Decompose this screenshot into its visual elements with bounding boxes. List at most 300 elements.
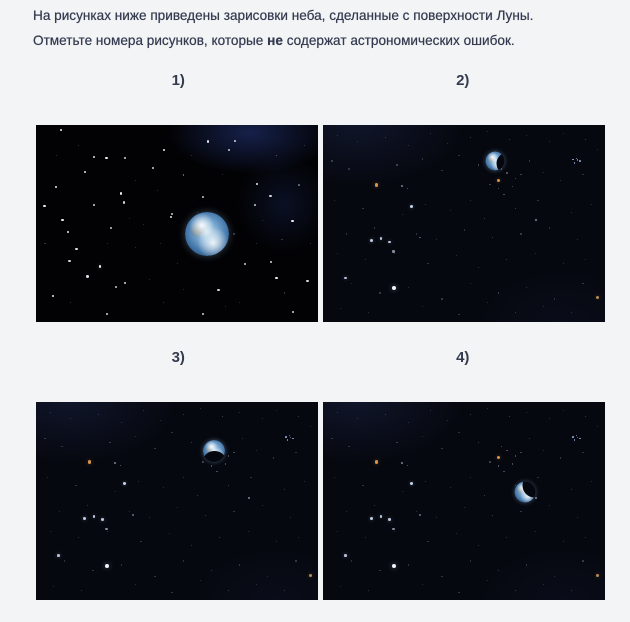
star bbox=[171, 592, 172, 593]
star bbox=[351, 283, 352, 284]
star bbox=[526, 564, 527, 565]
star bbox=[526, 287, 527, 288]
star bbox=[154, 576, 155, 577]
star bbox=[506, 259, 507, 260]
star bbox=[298, 416, 299, 417]
star bbox=[576, 435, 578, 437]
star bbox=[351, 560, 352, 561]
sky-sketch-3[interactable] bbox=[36, 402, 318, 600]
star bbox=[244, 263, 246, 265]
star bbox=[379, 292, 380, 293]
star bbox=[219, 537, 220, 538]
star bbox=[526, 412, 527, 413]
star bbox=[478, 442, 479, 443]
star bbox=[560, 457, 561, 458]
star bbox=[430, 410, 431, 411]
star bbox=[520, 174, 521, 175]
star bbox=[43, 205, 45, 207]
star bbox=[478, 267, 479, 268]
star bbox=[375, 183, 379, 187]
star bbox=[78, 537, 79, 538]
star bbox=[597, 149, 598, 150]
star bbox=[109, 442, 110, 443]
star bbox=[106, 313, 108, 315]
star bbox=[357, 141, 358, 142]
star bbox=[365, 259, 366, 260]
star bbox=[394, 531, 395, 532]
star bbox=[427, 541, 428, 542]
star bbox=[200, 580, 201, 581]
star bbox=[163, 149, 165, 151]
star bbox=[515, 312, 516, 313]
star bbox=[492, 237, 493, 238]
star bbox=[498, 292, 499, 293]
star bbox=[295, 452, 296, 453]
star bbox=[337, 531, 338, 532]
star bbox=[101, 518, 104, 521]
star bbox=[225, 306, 226, 307]
star bbox=[191, 545, 192, 546]
star bbox=[489, 461, 490, 462]
earth-sketch bbox=[185, 212, 229, 256]
star bbox=[344, 554, 347, 557]
star bbox=[543, 306, 544, 307]
star bbox=[470, 414, 471, 415]
star bbox=[262, 505, 263, 506]
star bbox=[501, 446, 502, 447]
star bbox=[425, 481, 426, 482]
star bbox=[120, 465, 121, 466]
star bbox=[239, 564, 240, 565]
star bbox=[470, 137, 471, 138]
star bbox=[416, 511, 417, 512]
star bbox=[67, 231, 69, 233]
star bbox=[535, 531, 536, 532]
star bbox=[407, 465, 408, 466]
question-line-2-after: содержат астрономических ошибок. bbox=[282, 33, 515, 48]
star bbox=[579, 160, 581, 162]
star bbox=[202, 196, 204, 198]
star bbox=[375, 460, 379, 464]
star bbox=[388, 241, 391, 244]
star bbox=[183, 289, 184, 290]
star bbox=[68, 260, 70, 262]
star bbox=[549, 505, 550, 506]
star bbox=[124, 282, 126, 284]
star bbox=[123, 201, 125, 203]
star bbox=[591, 481, 592, 482]
star bbox=[70, 302, 71, 303]
star bbox=[177, 507, 178, 508]
star bbox=[572, 436, 574, 438]
star bbox=[478, 164, 479, 165]
star bbox=[571, 489, 572, 490]
star bbox=[526, 135, 527, 136]
figure-label-4: 4) bbox=[456, 349, 470, 366]
star bbox=[234, 140, 236, 142]
star bbox=[456, 533, 457, 534]
star bbox=[535, 219, 537, 221]
star bbox=[262, 418, 263, 419]
star bbox=[357, 418, 358, 419]
star bbox=[47, 477, 48, 478]
star bbox=[105, 564, 109, 568]
star bbox=[441, 576, 442, 577]
star bbox=[298, 184, 300, 186]
star bbox=[273, 457, 274, 458]
star bbox=[574, 439, 575, 440]
star bbox=[543, 172, 544, 173]
star bbox=[503, 194, 504, 195]
star bbox=[256, 584, 257, 585]
star bbox=[585, 139, 586, 140]
star bbox=[149, 279, 150, 280]
figure-label-3: 3) bbox=[171, 349, 185, 366]
star bbox=[256, 450, 257, 451]
star bbox=[200, 408, 201, 409]
star bbox=[537, 477, 538, 478]
star bbox=[242, 438, 243, 439]
star bbox=[64, 560, 65, 561]
star bbox=[425, 204, 426, 205]
star bbox=[284, 590, 285, 591]
star bbox=[410, 482, 413, 485]
star bbox=[143, 224, 144, 225]
star bbox=[132, 514, 134, 516]
star bbox=[75, 485, 76, 486]
figure-labels-row-1 bbox=[36, 72, 605, 89]
star bbox=[362, 208, 363, 209]
star bbox=[121, 422, 122, 423]
star bbox=[520, 452, 521, 453]
star bbox=[458, 314, 459, 315]
star bbox=[370, 239, 373, 242]
star bbox=[441, 170, 442, 171]
star bbox=[484, 218, 485, 219]
star bbox=[498, 570, 499, 571]
star bbox=[52, 295, 54, 297]
star bbox=[93, 156, 95, 158]
star bbox=[75, 248, 77, 250]
star bbox=[374, 505, 375, 506]
star bbox=[310, 426, 311, 427]
star bbox=[291, 220, 293, 222]
star bbox=[331, 438, 332, 439]
star bbox=[529, 160, 530, 161]
star bbox=[239, 302, 240, 303]
star bbox=[143, 410, 144, 411]
star bbox=[571, 590, 572, 591]
star bbox=[509, 416, 510, 417]
star bbox=[515, 178, 516, 179]
star bbox=[563, 541, 564, 542]
star bbox=[170, 216, 172, 218]
star bbox=[385, 137, 386, 138]
sky-sketch-2[interactable] bbox=[323, 125, 605, 322]
star bbox=[497, 179, 500, 182]
star bbox=[563, 133, 564, 134]
star bbox=[408, 564, 409, 565]
star bbox=[98, 414, 99, 415]
star bbox=[276, 541, 277, 542]
star bbox=[202, 461, 203, 462]
star bbox=[396, 164, 397, 165]
star bbox=[154, 448, 155, 449]
star bbox=[233, 452, 234, 453]
star bbox=[309, 574, 312, 577]
star bbox=[304, 145, 305, 146]
star bbox=[464, 229, 465, 230]
star bbox=[135, 180, 136, 181]
star bbox=[348, 446, 349, 447]
star bbox=[44, 438, 45, 439]
star bbox=[88, 460, 92, 464]
star bbox=[290, 517, 291, 518]
star bbox=[498, 188, 499, 189]
star bbox=[78, 145, 79, 146]
star bbox=[392, 564, 396, 568]
star bbox=[458, 592, 459, 593]
star bbox=[582, 283, 583, 284]
star bbox=[577, 239, 578, 240]
star bbox=[270, 261, 272, 263]
star bbox=[44, 243, 45, 244]
star bbox=[365, 537, 366, 538]
star bbox=[441, 298, 442, 299]
star bbox=[304, 481, 305, 482]
star bbox=[81, 590, 82, 591]
star bbox=[222, 174, 223, 175]
star bbox=[450, 487, 451, 488]
star bbox=[84, 171, 86, 173]
star bbox=[254, 204, 256, 206]
star bbox=[163, 302, 164, 303]
star bbox=[183, 414, 184, 415]
star bbox=[256, 243, 257, 244]
star bbox=[87, 505, 88, 506]
star bbox=[129, 511, 130, 512]
star bbox=[430, 133, 431, 134]
star bbox=[362, 485, 363, 486]
star bbox=[515, 590, 516, 591]
star bbox=[470, 477, 471, 478]
star bbox=[402, 214, 403, 215]
star bbox=[422, 306, 423, 307]
star bbox=[163, 487, 164, 488]
star bbox=[571, 212, 572, 213]
star bbox=[197, 495, 198, 496]
star bbox=[571, 312, 572, 313]
star bbox=[107, 531, 108, 532]
star bbox=[407, 188, 408, 189]
star bbox=[250, 477, 251, 478]
star bbox=[121, 564, 122, 565]
star bbox=[596, 296, 599, 299]
star bbox=[57, 554, 60, 557]
star bbox=[269, 195, 271, 197]
star bbox=[492, 515, 493, 516]
star bbox=[105, 528, 107, 530]
figure-label-2: 2) bbox=[456, 72, 470, 89]
star bbox=[340, 586, 341, 587]
star bbox=[284, 292, 285, 293]
star bbox=[489, 184, 490, 185]
star bbox=[380, 515, 383, 518]
star bbox=[289, 435, 291, 437]
star bbox=[380, 237, 383, 240]
star bbox=[572, 159, 574, 161]
star bbox=[596, 574, 599, 577]
question-emphasis-not: не bbox=[267, 33, 283, 48]
star bbox=[93, 515, 96, 518]
figure-row-1 bbox=[36, 125, 605, 322]
star bbox=[124, 157, 126, 159]
star bbox=[506, 537, 507, 538]
star bbox=[337, 253, 338, 254]
star bbox=[436, 517, 437, 518]
star bbox=[211, 570, 212, 571]
star bbox=[334, 200, 335, 201]
star bbox=[171, 432, 172, 433]
star bbox=[498, 465, 499, 466]
star bbox=[115, 286, 117, 288]
star bbox=[394, 253, 395, 254]
star bbox=[419, 237, 421, 239]
star bbox=[585, 537, 586, 538]
star bbox=[285, 436, 287, 438]
star bbox=[183, 477, 184, 478]
star bbox=[484, 495, 485, 496]
star bbox=[577, 517, 578, 518]
star bbox=[436, 239, 437, 240]
star bbox=[93, 204, 95, 206]
star bbox=[348, 168, 349, 169]
star bbox=[183, 174, 185, 176]
star bbox=[306, 280, 308, 282]
star bbox=[585, 416, 586, 417]
star bbox=[422, 584, 423, 585]
star bbox=[419, 514, 421, 516]
star bbox=[140, 541, 141, 542]
star bbox=[281, 239, 282, 240]
star bbox=[410, 205, 413, 208]
star bbox=[59, 511, 60, 512]
star bbox=[99, 265, 102, 268]
star bbox=[470, 200, 471, 201]
question-text bbox=[33, 3, 615, 53]
star bbox=[169, 533, 170, 534]
star bbox=[177, 263, 178, 264]
star bbox=[105, 157, 107, 159]
star bbox=[222, 416, 223, 417]
star bbox=[447, 420, 448, 421]
star bbox=[50, 412, 51, 413]
star bbox=[402, 491, 403, 492]
star bbox=[115, 491, 116, 492]
star bbox=[346, 233, 347, 234]
star bbox=[114, 462, 116, 464]
star bbox=[233, 233, 234, 234]
star bbox=[458, 155, 459, 156]
star bbox=[408, 422, 409, 423]
star bbox=[456, 255, 457, 256]
star bbox=[160, 243, 161, 244]
sky-sketch-1[interactable] bbox=[36, 125, 318, 322]
star bbox=[157, 190, 158, 191]
star bbox=[225, 463, 226, 464]
star bbox=[205, 515, 206, 516]
star bbox=[228, 149, 230, 151]
star bbox=[276, 155, 278, 157]
star bbox=[86, 275, 88, 277]
star bbox=[191, 155, 192, 156]
star bbox=[346, 511, 347, 512]
star bbox=[284, 489, 285, 490]
star bbox=[60, 129, 62, 131]
star bbox=[582, 452, 583, 453]
star bbox=[337, 412, 338, 413]
star bbox=[408, 145, 409, 146]
star bbox=[56, 155, 57, 156]
star bbox=[368, 590, 369, 591]
star bbox=[503, 471, 504, 472]
figure-row-2 bbox=[36, 402, 605, 600]
star bbox=[207, 140, 209, 142]
star bbox=[388, 518, 391, 521]
star bbox=[416, 233, 417, 234]
star bbox=[152, 167, 154, 169]
star bbox=[256, 183, 258, 185]
star bbox=[107, 243, 108, 244]
star bbox=[340, 308, 341, 309]
star bbox=[216, 471, 217, 472]
star bbox=[512, 186, 513, 187]
star bbox=[217, 289, 219, 291]
star bbox=[549, 227, 550, 228]
star bbox=[344, 277, 347, 280]
star bbox=[520, 511, 521, 512]
star bbox=[549, 418, 550, 419]
star bbox=[70, 418, 71, 419]
earth-sketch bbox=[514, 482, 535, 503]
star bbox=[110, 227, 112, 229]
earth-sketch bbox=[203, 440, 225, 462]
sky-sketch-4[interactable] bbox=[323, 402, 605, 600]
star bbox=[535, 253, 536, 254]
star bbox=[191, 442, 192, 443]
star bbox=[368, 312, 369, 313]
star bbox=[597, 426, 598, 427]
star bbox=[83, 517, 86, 520]
star bbox=[123, 482, 126, 485]
star bbox=[574, 162, 575, 163]
star bbox=[582, 174, 583, 175]
star bbox=[292, 438, 294, 440]
figure-label-1: 1) bbox=[171, 72, 185, 89]
star bbox=[379, 570, 380, 571]
star bbox=[135, 584, 136, 585]
star bbox=[248, 531, 249, 532]
star bbox=[50, 531, 51, 532]
figure-labels-row-2 bbox=[36, 349, 605, 366]
star bbox=[211, 465, 212, 466]
star bbox=[295, 560, 296, 561]
earth-sketch bbox=[486, 152, 505, 171]
star bbox=[543, 584, 544, 585]
star bbox=[392, 286, 396, 290]
star bbox=[579, 438, 581, 440]
star bbox=[401, 185, 403, 187]
